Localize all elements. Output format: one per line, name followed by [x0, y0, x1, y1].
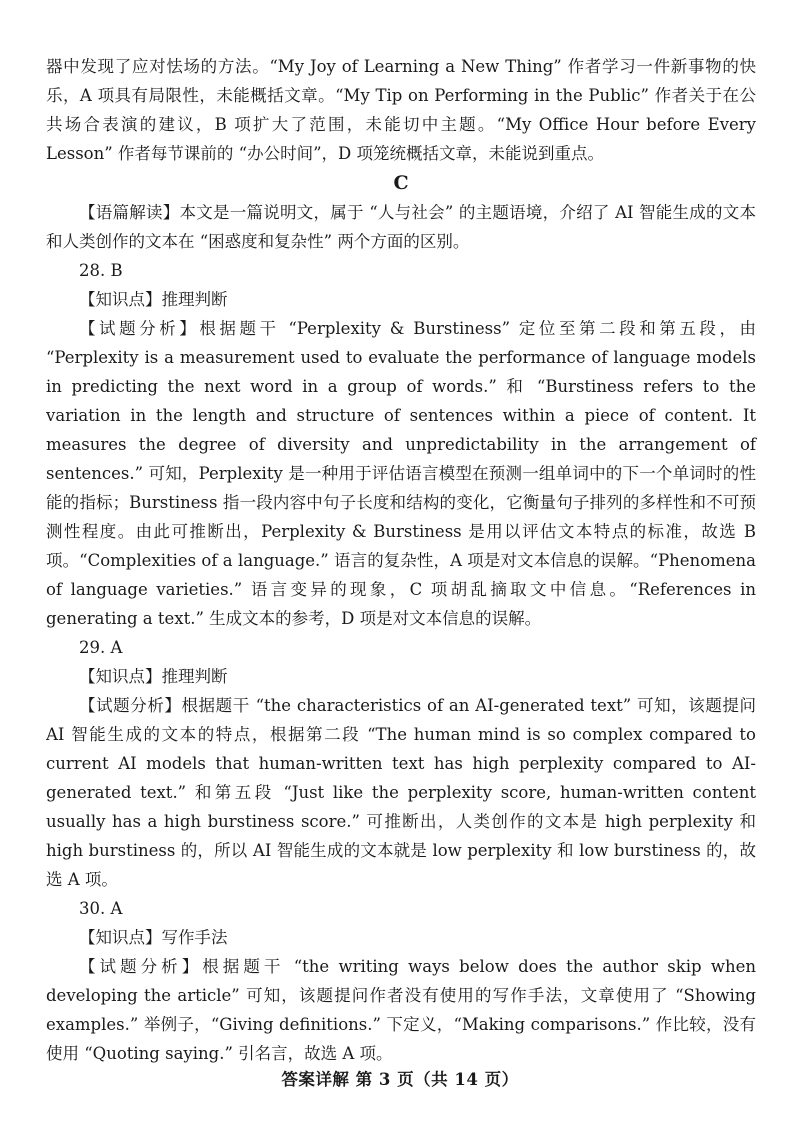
question-30-knowledge-point: 【知识点】写作手法: [79, 928, 228, 947]
section-heading-c: C: [393, 172, 409, 194]
question-29-answer: 29. A: [79, 638, 123, 657]
question-28-analysis: 【试题分析】根据题干 “Perplexity & Burstiness” 定位至第二段和第五段，由 “Perplexity is a measurement used to evaluate the performance of language models in predicting the next word in a group of words.” 和 “Burstiness refers to the variation in the length and structure of sentences within a piece of content. It measures the degree of diversity and unpredictability in the arrangement of sentences.” 可知，Perplexity 是一种用于评估语言模型在预测一组单词中的下一个单词时的性能的指标；Burstiness 指一段内容中句子长度和结构的变化，它衡量句子排列的多样性和不可预测性程度。由此可推断出，Perplexity & Burstiness 是用以评估文本特点的标准，故选 B 项。“Complexities of a language.” 语言的复杂性，A 项是对文本信息的误解。“Phenomena of language varieties.” 语言变异的现象，C 项胡乱摘取文中信息。“References in generating a text.” 生成文本的参考，D 项是对文本信息的误解。: [46, 319, 756, 628]
question-28-answer: 28. B: [79, 261, 123, 280]
question-28-knowledge-point: 【知识点】推理判断: [79, 290, 228, 309]
question-30-analysis: 【试题分析】根据题干 “the writing ways below does the author skip when developing the article” 可知，该题提问作者没有使用的写作手法，文章使用了 “Showing examples.” 举例子，“Giving definitions.” 下定义，“Making comparisons.” 作比较，没有使用 “Quoting saying.” 引名言，故选 A 项。: [46, 957, 756, 1063]
question-30-answer: 30. A: [79, 899, 123, 918]
paragraph-b-conclusion: 器中发现了应对怯场的方法。“My Joy of Learning a New Thing” 作者学习一件新事物的快乐，A 项具有局限性，未能概括文章。“My Tip on Performing in the Public” 作者关于在公共场合表演的建议，B 项扩大了范围，未能切中主题。“My Office Hour before Every Lesson” 作者每节课前的 “办公时间”，D 项笼统概括文章，未能说到重点。: [46, 57, 756, 163]
passage-overview: 【语篇解读】本文是一篇说明文，属于 “人与社会” 的主题语境，介绍了 AI 智能生成的文本和人类创作的文本在 “困惑度和复杂性” 两个方面的区别。: [46, 203, 756, 251]
question-29-analysis: 【试题分析】根据题干 “the characteristics of an AI-generated text” 可知，该题提问 AI 智能生成的文本的特点，根据第二段 “The human mind is so complex compared to current AI models that human-written text has high perplexity compared to AI-generated text.” 和第五段 “Just like the perplexity score, human-written content usually has a high burstiness score.” 可推断出，人类创作的文本是 high perplexity 和 high burstiness 的，所以 AI 智能生成的文本就是 low perplexity 和 low burstiness 的，故选 A 项。: [46, 696, 756, 889]
question-29-knowledge-point: 【知识点】推理判断: [79, 667, 228, 686]
page-footer: 答案详解 第 3 页（共 14 页）: [281, 1070, 519, 1089]
answer-page-body: [46, 52, 756, 1068]
